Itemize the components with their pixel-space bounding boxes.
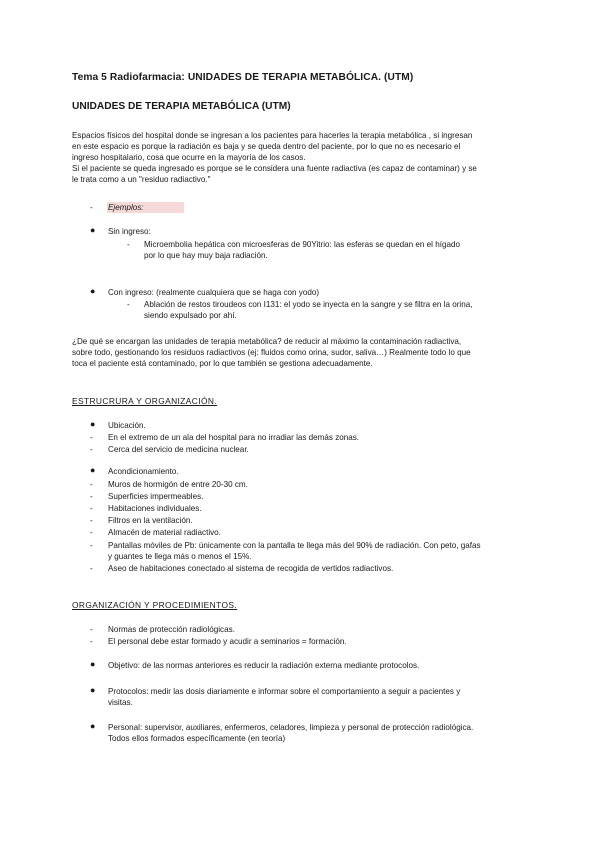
question-line: ¿De qué se encargan las unidades de terapia metabólica? de reducir al máximo la contaminación radiactiva, xyxy=(72,337,462,346)
dash-marker: - xyxy=(90,564,93,573)
question-line: toca el paciente está contaminado, por lo que también se gestiona adecuadamente. xyxy=(72,359,373,368)
sin-ingreso-label: Sin ingreso: xyxy=(108,227,151,236)
sin-ingreso-detail: por lo que hay muy baja radiación. xyxy=(144,251,268,260)
dash-marker: - xyxy=(90,480,93,489)
dash-marker: - xyxy=(90,492,93,501)
dash-marker: - xyxy=(90,637,93,646)
bullet-marker: ● xyxy=(90,659,96,669)
intro-line: Si el paciente se queda ingresado es porque se le considera una fuente radiactiva (es capaz de contaminar) y se xyxy=(72,164,477,173)
con-ingreso-label: Con ingreso: (realmente cualquiera que se haga con yodo) xyxy=(108,288,320,297)
dash-marker: - xyxy=(90,445,93,454)
bullet-marker: ● xyxy=(90,685,96,695)
acondicionamiento-item: Superficies impermeables. xyxy=(108,492,204,501)
section-heading: UNIDADES DE TERAPIA METABÓLICA (UTM) xyxy=(72,101,291,112)
acondicionamiento-item: y guantes te llega más o menos el 15%. xyxy=(108,552,252,561)
acondicionamiento-item: Aseo de habitaciones conectado al sistema de recogida de vertidos radiactivos. xyxy=(108,564,394,573)
bullet-marker: ● xyxy=(90,225,96,235)
con-ingreso-detail: siendo expulsado por ahí. xyxy=(144,311,237,320)
acondicionamiento-label: Acondicionamiento. xyxy=(108,467,179,476)
intro-line: Espacios físicos del hospital donde se ingresan a los pacientes para hacerles la terapia metabólica , si ingresan xyxy=(72,131,473,140)
dash-marker: - xyxy=(127,300,130,309)
dash-marker: - xyxy=(90,504,93,513)
bullet-marker: ● xyxy=(90,419,96,429)
section-structure-title: ESTRUCRURA Y ORGANIZACIÓN. xyxy=(72,396,218,406)
section-procedures-title: ORGANIZACIÓN Y PROCEDIMIENTOS. xyxy=(72,600,238,610)
bullet-marker: ● xyxy=(90,721,96,731)
acondicionamiento-item: Almacén de material radiactivo. xyxy=(108,528,221,537)
dash-marker: - xyxy=(90,203,93,212)
examples-label: Ejemplos: xyxy=(107,202,184,213)
personal-text: Personal: supervisor, auxiliares, enfermeros, celadores, limpieza y personal de protección radiológica. xyxy=(108,723,474,732)
procedure-item: El personal debe estar formado y acudir a seminarios = formación. xyxy=(108,637,347,646)
ubicacion-item: Cerca del servicio de medicina nuclear. xyxy=(108,445,249,454)
ubicacion-label: Ubicación. xyxy=(108,421,146,430)
intro-line: ingreso hospitalario, cosa que ocurre en la mayoría de los casos. xyxy=(72,153,306,162)
protocolos-text: visitas. xyxy=(108,698,133,707)
bullet-marker: ● xyxy=(90,465,96,475)
intro-line: en este espacio es porque la radiación es baja y se queda dentro del paciente, por lo que no es necesario el xyxy=(72,142,461,151)
dash-marker: - xyxy=(90,516,93,525)
bullet-marker: ● xyxy=(90,286,96,296)
intro-line: le trata como a un "residuo radiactivo." xyxy=(72,175,211,184)
acondicionamiento-item: Pantallas móviles de Pb: únicamente con la pantalla te llega más del 90% de radiación. Con peto, gafas xyxy=(108,541,481,550)
dash-marker: - xyxy=(90,625,93,634)
acondicionamiento-item: Habitaciones individuales. xyxy=(108,504,202,513)
dash-marker: - xyxy=(127,240,130,249)
procedure-item: Normas de protección radiológicas. xyxy=(108,625,235,634)
question-line: sobre todo, gestionando los residuos radiactivos (ej: fluidos como orina, sudor, saliva…) Realmente todo lo que xyxy=(72,348,471,357)
objetivo-text: Objetivo: de las normas anteriores es reducir la radiación externa mediante protocolos. xyxy=(108,661,420,670)
acondicionamiento-item: Muros de hormigón de entre 20-30 cm. xyxy=(108,480,248,489)
dash-marker: - xyxy=(90,541,93,550)
sin-ingreso-detail: Microembolia hepática con microesferas de 90Yitrio: las esferas se quedan en el hígado xyxy=(144,240,460,249)
dash-marker: - xyxy=(90,528,93,537)
page-title: Tema 5 Radiofarmacia: UNIDADES DE TERAPIA METABÓLICA. (UTM) xyxy=(72,72,414,83)
acondicionamiento-item: Filtros en la ventilación. xyxy=(108,516,193,525)
dash-marker: - xyxy=(90,433,93,442)
con-ingreso-detail: Ablación de restos tiroudeos con I131: el yodo se inyecta en la sangre y se filtra en la orina, xyxy=(144,300,473,309)
ubicacion-item: En el extremo de un ala del hospital para no irradiar las demás zonas. xyxy=(108,433,360,442)
personal-text: Todos ellos formados específicamente (en teoría) xyxy=(108,734,286,743)
protocolos-text: Protocolos: medir las dosis diariamente e informar sobre el comportamiento a seguir a pacientes y xyxy=(108,687,461,696)
